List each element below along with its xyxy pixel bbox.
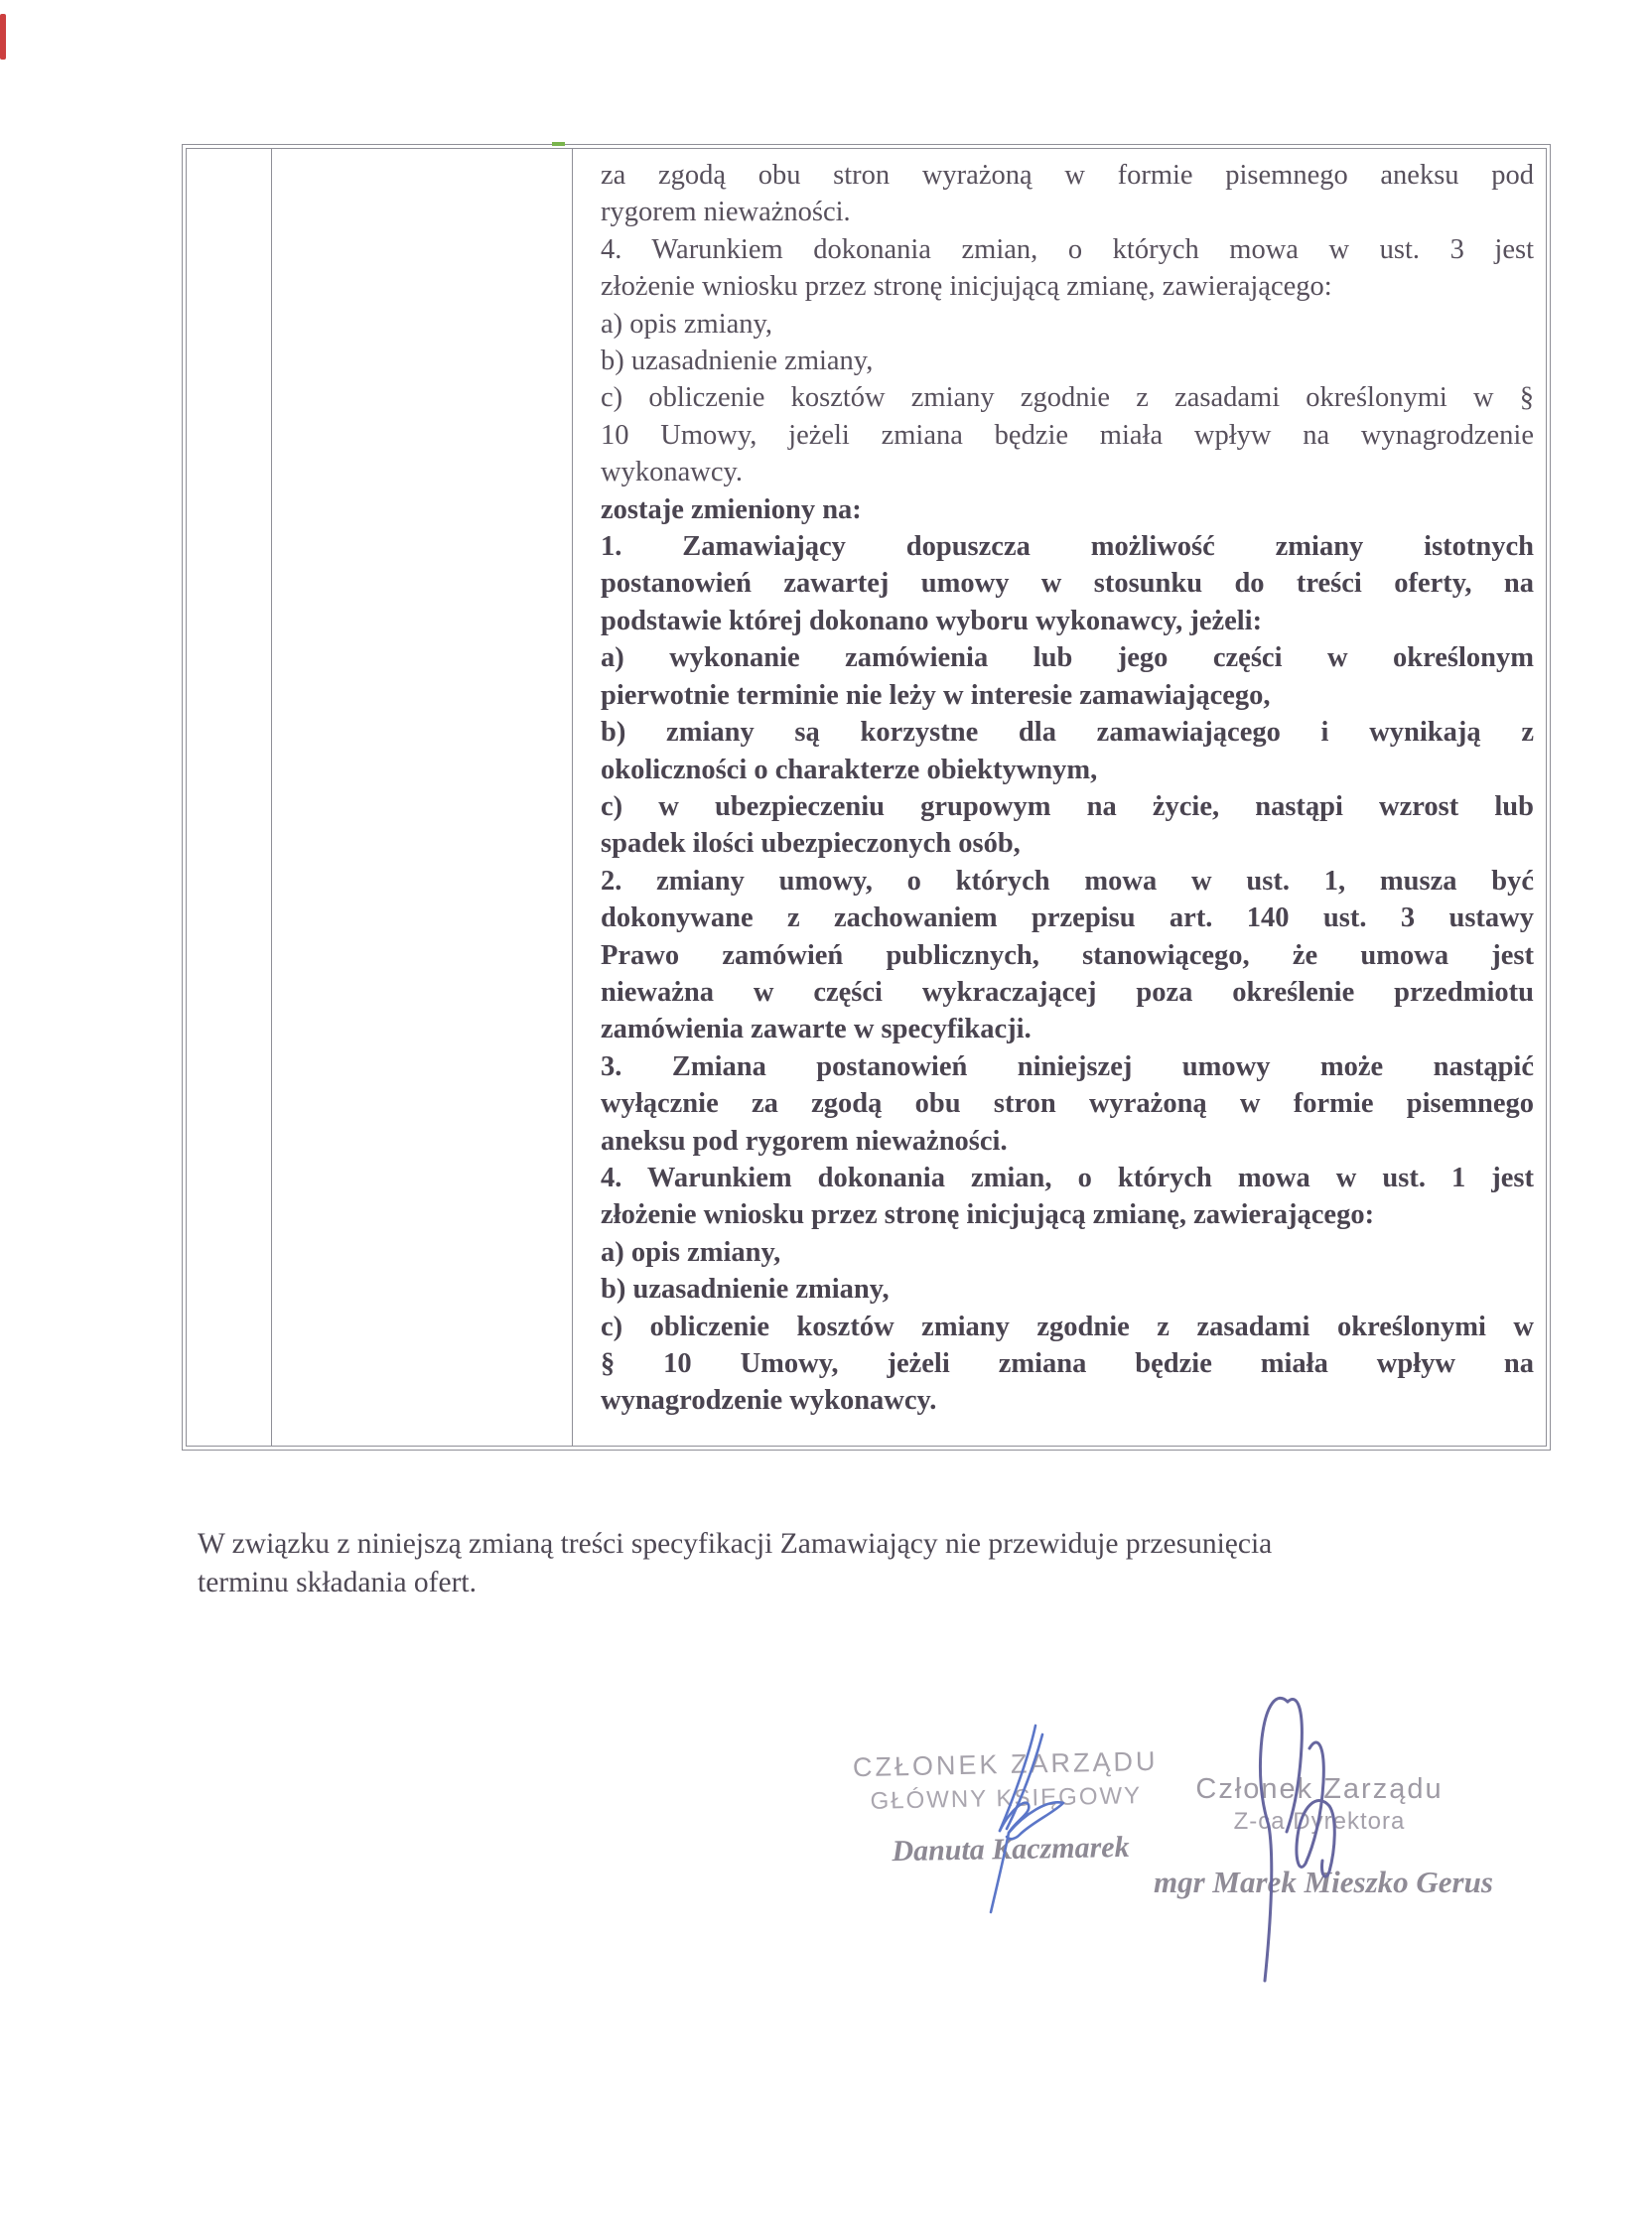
- closing-paragraph: [198, 1525, 1488, 1602]
- stamp-title-line: Z-ca Dyrektora: [1233, 1808, 1406, 1835]
- handwritten-signature-left: [976, 1720, 1075, 1918]
- table-text-line: złożenie wniosku przez stronę inicjującą zmianę, zawierającego:: [601, 271, 1332, 303]
- table-text-line: aneksu pod rygorem nieważności.: [601, 1125, 1008, 1157]
- table-cell-amendment-text: [601, 157, 1534, 1420]
- table-text-line: wykonawcy.: [601, 457, 743, 488]
- table-text-line: c) w ubezpieczeniu grupowym na życie, nastąpi wzrost lub: [601, 790, 1534, 822]
- table-text-line: postanowień zawartej umowy w stosunku do treści oferty, na: [601, 568, 1534, 600]
- table-text-line: b) uzasadnienie zmiany,: [601, 1274, 890, 1306]
- stamp-name-danuta-kaczmarek: Danuta Kaczmarek: [892, 1830, 1130, 1869]
- table-text-line: § 10 Umowy, jeżeli zmiana będzie miała wpływ na: [601, 1348, 1534, 1379]
- table-text-line: c) obliczenie kosztów zmiany zgodnie z zasadami określonymi w §: [601, 382, 1534, 414]
- table-text-line: złożenie wniosku przez stronę inicjującą zmianę, zawierającego:: [601, 1199, 1375, 1231]
- table-text-line: okoliczności o charakterze obiektywnym,: [601, 754, 1098, 785]
- amendment-table: [182, 144, 1551, 1451]
- table-text-line: Prawo zamówień publicznych, stanowiącego, że umowa jest: [601, 939, 1534, 971]
- amendment-table-border: [186, 148, 1547, 1447]
- table-text-line: wyłącznie za zgodą obu stron wyrażoną w formie pisemnego: [601, 1088, 1534, 1120]
- scan-artifact-green-dot: [552, 142, 565, 146]
- table-text-line: a) opis zmiany,: [601, 1236, 781, 1268]
- table-text-line: c) obliczenie kosztów zmiany zgodnie z zasadami określonymi w: [601, 1311, 1534, 1342]
- scan-artifact-red-edge-mark: [0, 14, 6, 60]
- table-text-line: 1. Zamawiający dopuszcza możliwość zmiany istotnych: [601, 531, 1534, 563]
- table-text-line: 4. Warunkiem dokonania zmian, o których mowa w ust. 1 jest: [601, 1162, 1534, 1193]
- table-text-line: 3. Zmiana postanowień niniejszej umowy może nastąpić: [601, 1050, 1534, 1082]
- table-text-line: pierwotnie terminie nie leży w interesie zamawiającego,: [601, 679, 1271, 711]
- table-text-line: podstawie której dokonano wyboru wykonawcy, jeżeli:: [601, 605, 1263, 636]
- table-text-line: b) zmiany są korzystne dla zamawiającego i wynikają z: [601, 717, 1534, 749]
- table-text-line: zostaje zmieniony na:: [601, 493, 862, 525]
- table-text-line: spadek ilości ubezpieczonych osób,: [601, 828, 1021, 860]
- closing-paragraph-line: W związku z niniejszą zmianą treści specyfikacji Zamawiający nie przewiduje przesunięcia: [198, 1528, 1273, 1560]
- table-text-line: 2. zmiany umowy, o których mowa w ust. 1, musza być: [601, 865, 1534, 897]
- table-column-divider-2: [572, 149, 573, 1446]
- table-text-line: a) wykonanie zamówienia lub jego części w określonym: [601, 642, 1534, 674]
- table-text-line: 10 Umowy, jeżeli zmiana będzie miała wpływ na wynagrodzenie: [601, 419, 1534, 451]
- table-text-line: 4. Warunkiem dokonania zmian, o których mowa w ust. 3 jest: [601, 233, 1534, 265]
- closing-paragraph-line: terminu składania ofert.: [198, 1567, 477, 1598]
- table-text-line: zamówienia zawarte w specyfikacji.: [601, 1014, 1032, 1045]
- stamp-title-line: Członek Zarządu: [1195, 1773, 1444, 1805]
- table-text-line: wynagrodzenie wykonawcy.: [601, 1385, 937, 1417]
- table-text-line: nieważna w części wykraczającej poza określenie przedmiotu: [601, 976, 1534, 1008]
- stamp-title-line: CZŁONEK ZARZĄDU: [852, 1745, 1159, 1783]
- table-text-line: b) uzasadnienie zmiany,: [601, 346, 874, 377]
- table-column-divider-1: [271, 149, 272, 1446]
- table-text-line: rygorem nieważności.: [601, 197, 851, 228]
- handwritten-signature-right: [1241, 1685, 1360, 1988]
- stamp-title-line: GŁÓWNY KSIĘGOWY: [870, 1782, 1143, 1815]
- table-text-line: dokonywane z zachowaniem przepisu art. 140 ust. 3 ustawy: [601, 902, 1534, 934]
- stamp-name-marek-mieszko-gerus: mgr Marek Mieszko Gerus: [1154, 1865, 1493, 1899]
- table-text-line: za zgodą obu stron wyrażoną w formie pisemnego aneksu pod: [601, 160, 1534, 191]
- table-text-line: a) opis zmiany,: [601, 308, 773, 340]
